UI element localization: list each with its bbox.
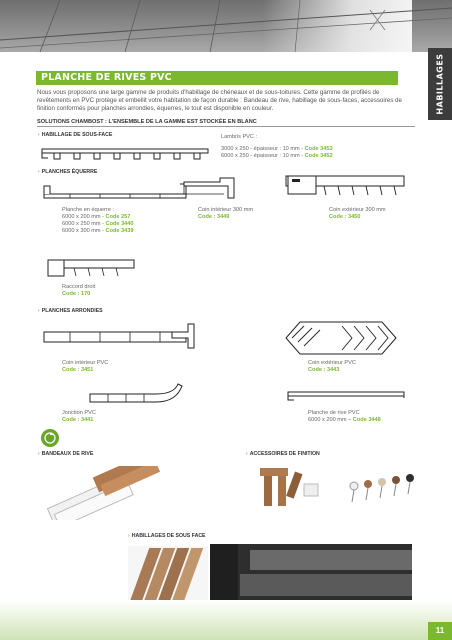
arrow-icon: › <box>38 169 40 175</box>
arrow-icon: › <box>128 533 130 539</box>
page-number: 11 <box>435 626 445 635</box>
section-heading-bandeaux: › BANDEAUX DE RIVE <box>38 451 94 457</box>
header-photo <box>0 0 452 52</box>
arrow-icon: › <box>38 451 40 457</box>
section-heading-arrondies: › PLANCHES ARRONDIES <box>38 308 103 314</box>
side-tab-label: HABILLAGES <box>435 53 445 115</box>
side-tab <box>428 48 452 120</box>
arrow-icon: › <box>246 451 248 457</box>
accessoires-photo <box>250 462 430 512</box>
title-bar <box>36 71 398 85</box>
page-title: PLANCHE DE RIVES PVC <box>41 72 172 83</box>
bottom-grass-band <box>0 600 452 640</box>
jonction-code: Code : 3441 <box>62 417 94 423</box>
arrow-icon: › <box>38 308 40 314</box>
roof-structure-image <box>0 0 452 52</box>
lambris-line-1: 3000 x 250 - épaisseur : 10 mm - Code 3453 <box>221 146 333 152</box>
jonction-pvc-image <box>86 380 186 410</box>
raccord-code: Code : 170 <box>62 291 91 297</box>
raccord-droit-image <box>44 256 140 280</box>
coin-int-300-code: Code : 3449 <box>198 214 230 220</box>
raccord-label: Raccord droit <box>62 284 96 290</box>
coin-int-pvc-label: Coin intérieur PVC <box>62 360 109 366</box>
coin-interieur-pvc-image <box>168 322 198 350</box>
lambris-profile-image <box>40 145 210 161</box>
solutions-heading: SOLUTIONS CHAMBOST : L'ENSEMBLE DE LA GAMME EST STOCKÉE EN BLANC <box>37 119 257 125</box>
intro-line: finition conformés pour planches arrondies, équerres, le tout est disponible en couleur. <box>37 105 274 113</box>
coin-interieur-300-image <box>180 176 240 202</box>
bandeaux-photo <box>40 466 170 520</box>
section-heading-habillages-sous-face: › HABILLAGES DE SOUS FACE <box>128 533 206 539</box>
coin-ext-300-label: Coin extérieur 300 mm <box>329 207 386 213</box>
divider <box>37 126 415 127</box>
equerre-line-1: 6000 x 200 mm - Code 257 <box>62 214 131 220</box>
lambris-line-2: 6000 x 250 - épaisseur : 10 mm - Code 3452 <box>221 153 333 159</box>
coin-exterieur-pvc-image <box>282 318 402 358</box>
coin-int-300-label: Coin intérieur 300 mm <box>198 207 254 213</box>
section-heading-equerre: › PLANCHES ÉQUERRE <box>38 169 98 175</box>
equerre-line-3: 6000 x 300 mm - Code 3439 <box>62 228 134 234</box>
arrow-icon: › <box>38 132 40 138</box>
coin-int-pvc-code: Code : 3451 <box>62 367 94 373</box>
coin-ext-pvc-code: Code : 3443 <box>308 367 340 373</box>
page-number-box <box>428 622 452 640</box>
planche-rive-dims: 6000 x 200 mm – Code 3448 <box>308 417 381 423</box>
planche-de-rive-image <box>284 388 408 404</box>
lambris-heading: Lambris PVC : <box>221 134 258 140</box>
intro-line: revêtements en PVC protège et embellit votre habitation de façon durable : Bandeau de rive, habillage de sous-faces, accessoires de <box>37 97 402 105</box>
intro-line: Nous vous proposons une large gamme de produits d'habillage de chéneaux et de sous-toitures. Cette gamme de profilés de <box>37 89 380 96</box>
planche-rive-label: Planche de rive PVC <box>308 410 360 416</box>
jonction-label: Jonction PVC <box>62 410 96 416</box>
coin-ext-300-code: Code : 3450 <box>329 214 361 220</box>
coin-ext-pvc-label: Coin extérieur PVC <box>308 360 356 366</box>
recycle-badge-icon <box>40 428 60 448</box>
section-heading-sous-face: › HABILLAGE DE SOUS-FACE <box>38 132 113 138</box>
coin-exterieur-300-image <box>284 173 408 203</box>
equerre-heading: Planche en équerre : <box>62 207 114 213</box>
equerre-line-2: 6000 x 250 mm - Code 3440 <box>62 221 134 227</box>
planche-equerre-image <box>40 180 190 202</box>
intro-text <box>37 89 417 114</box>
section-heading-accessoires: › ACCESSOIRES DE FINITION <box>246 451 320 457</box>
